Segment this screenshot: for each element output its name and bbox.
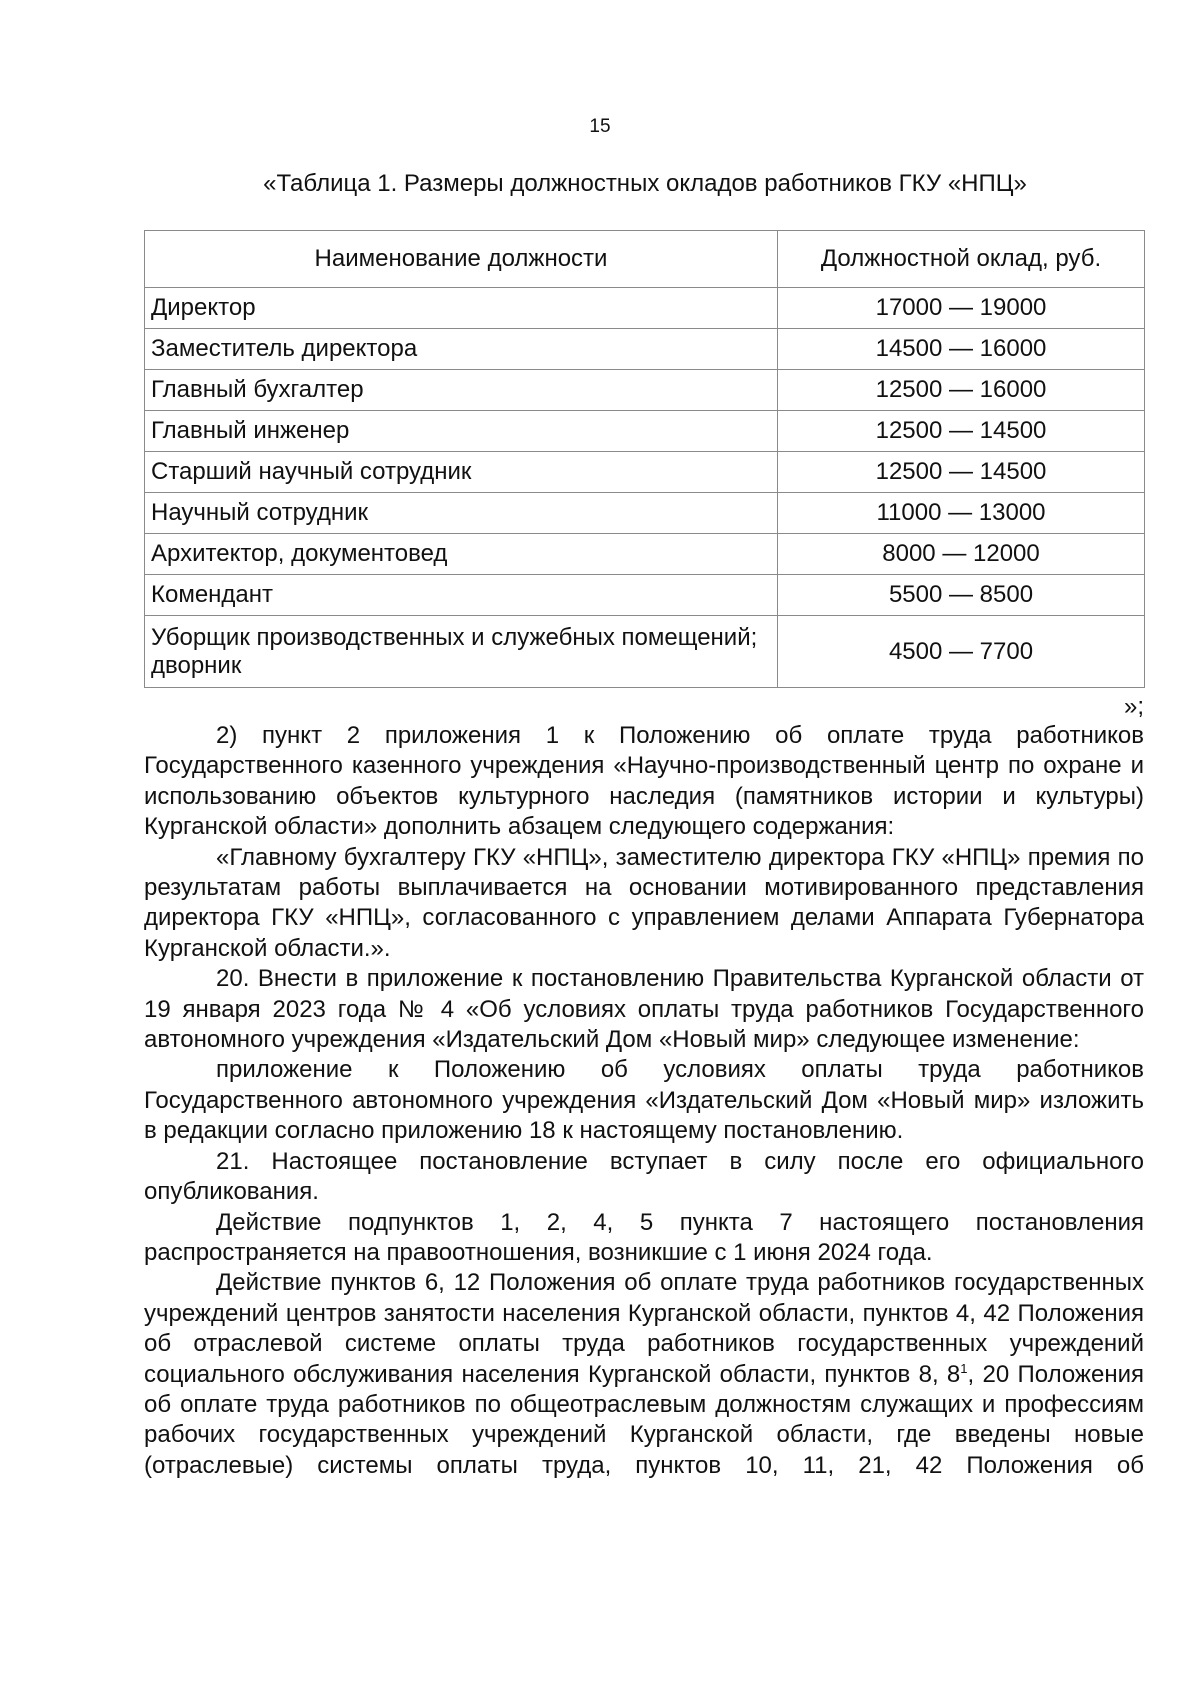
paragraph: приложение к Положению об условиях оплаты труда работников Государственного автономного учреждения «Издательский Дом «Новый мир» изложить в редакции согласно приложению 18 к настоящему постановлению.: [144, 1056, 1144, 1145]
cell-position: Архитектор, документовед: [145, 534, 778, 575]
page-number: 15: [589, 116, 611, 137]
paragraph-text-part2: , 20 Положения об оплате труда работников по общеотраслевым должностям служащих и профессиям рабочих государственных учреждений Курганской области, где введены новые (отраслевые) системы оплаты труда, пунктов 10, 11, 21, 42 Положения об: [144, 1360, 1144, 1479]
cell-salary: 14500 — 16000: [778, 329, 1145, 370]
paragraph: 20. Внести в приложение к постановлению Правительства Курганской области от 19 января 2023 года № 4 «Об условиях оплаты труда работников Государственного автономного учреждения «Издательский Дом «Новый мир» следующее изменение:: [144, 965, 1144, 1054]
table-row: [145, 370, 1145, 411]
table-row: [145, 575, 1145, 616]
table-row: [145, 329, 1145, 370]
paragraph: Действие подпунктов 1, 2, 4, 5 пункта 7 настоящего постановления распространяется на правоотношения, возникшие с 1 июня 2024 года.: [144, 1208, 1144, 1266]
paragraph: 21. Настоящее постановление вступает в силу после его официального опубликования.: [144, 1147, 1144, 1206]
cell-position: Комендант: [145, 575, 778, 616]
cell-salary: 8000 — 12000: [778, 534, 1145, 575]
paragraph-continued: [144, 1268, 1144, 1481]
table-row: [145, 411, 1145, 452]
paragraph-text-part1: Действие пунктов 6, 12 Положения об оплате труда работников государственных учреждений центров занятости населения Курганской области, пунктов 4, 42 Положения об отраслевой системе оплаты труда работников государственных учреждений социального обслуживания населения Курганской области, пунктов 8, 8: [144, 1269, 1144, 1388]
cell-position: Старший научный сотрудник: [145, 452, 778, 493]
cell-salary: 12500 — 16000: [778, 370, 1145, 411]
table-row: [145, 493, 1145, 534]
cell-salary: 5500 — 8500: [778, 575, 1145, 616]
table-row: [145, 616, 1145, 688]
cell-salary: 4500 — 7700: [778, 616, 1145, 688]
table-row: [145, 452, 1145, 493]
body-text: [144, 721, 1144, 1481]
cell-salary: 12500 — 14500: [778, 452, 1145, 493]
cell-position: Научный сотрудник: [145, 493, 778, 534]
closing-quote-mark: »;: [1123, 693, 1144, 720]
table-row: [145, 288, 1145, 329]
cell-position: Директор: [145, 288, 778, 329]
cell-position: Главный инженер: [145, 411, 778, 452]
header-salary: Должностной оклад, руб.: [778, 231, 1145, 288]
cell-salary: 17000 — 19000: [778, 288, 1145, 329]
table-title: «Таблица 1. Размеры должностных окладов работников ГКУ «НПЦ»: [263, 170, 1027, 197]
cell-salary: 11000 — 13000: [778, 493, 1145, 534]
cell-position: Заместитель директора: [145, 329, 778, 370]
header-position: Наименование должности: [145, 231, 778, 288]
table-header-row: [145, 231, 1145, 288]
salary-table: [144, 230, 1145, 688]
cell-position: Уборщик производственных и служебных помещений; дворник: [145, 616, 778, 688]
cell-position: Главный бухгалтер: [145, 370, 778, 411]
paragraph: 2) пункт 2 приложения 1 к Положению об оплате труда работников Государственного казенного учреждения «Научно-производственный центр по охране и использованию объектов культурного наследия (памятников истории и культуры) Курганской области» дополнить абзацем следующего содержания:: [144, 722, 1144, 841]
table-row: [145, 534, 1145, 575]
paragraph: «Главному бухгалтеру ГКУ «НПЦ», заместителю директора ГКУ «НПЦ» премия по результатам работы выплачивается на основании мотивированного представления директора ГКУ «НПЦ», согласованного с управлением делами Аппарата Губернатора Курганской области.».: [144, 843, 1144, 962]
superscript-mark: 1: [960, 1360, 968, 1376]
cell-salary: 12500 — 14500: [778, 411, 1145, 452]
